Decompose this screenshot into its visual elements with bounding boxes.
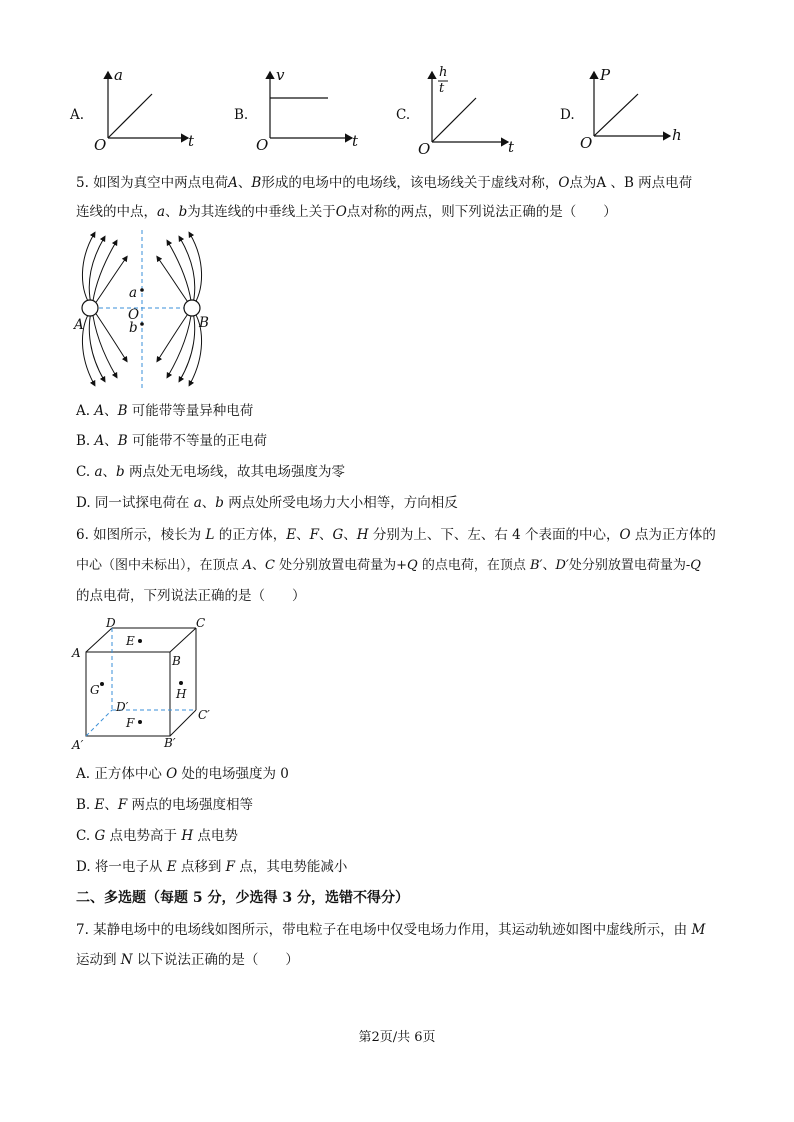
option-label: C. [396, 107, 411, 123]
text: 形成的电场中的电场线，该电场线关于虚线对称， [261, 175, 559, 191]
option-label: D. [560, 107, 575, 123]
var: D′ [555, 558, 569, 573]
text: 点电势高于 [105, 828, 182, 844]
text: A. [76, 403, 95, 419]
var: b [215, 495, 224, 511]
vertex-d1-label: D′ [116, 700, 129, 714]
q7-stem-line2 [76, 951, 299, 969]
var: O [335, 204, 347, 220]
point-b-label: b [129, 320, 138, 336]
y-axis-label: v [276, 66, 285, 84]
x-axis-label: t [352, 132, 359, 150]
var: G [94, 828, 106, 844]
q5-option-a [76, 402, 253, 420]
var: A [228, 175, 238, 191]
var: N [120, 952, 133, 968]
point-o-label: O [128, 307, 140, 323]
vertex-a1-label: A′ [72, 738, 84, 752]
vertex-b1-label: B′ [164, 736, 176, 750]
text: 中心（图中未标出），在顶点 [76, 558, 243, 573]
x-axis-label: h [672, 126, 682, 144]
vertex-d-label: D [106, 616, 116, 630]
var: Q [690, 558, 701, 573]
text: 、 [104, 403, 118, 419]
section-heading-multiple-choice: 二、多选题（每题 5 分，少选得 3 分，选错不得分） [76, 890, 409, 906]
var: E [286, 527, 297, 543]
text: 、 [104, 797, 118, 813]
text: 5. 如图为真空中两点电荷 [76, 175, 229, 191]
q5-option-c [76, 463, 345, 481]
text: 6. 如图所示，棱长为 [76, 527, 206, 543]
vertex-b-label: B [172, 654, 181, 668]
origin-label: O [94, 136, 107, 154]
q6-option-b [76, 796, 253, 814]
var: E [94, 797, 105, 813]
y-axis-denominator: t [439, 81, 445, 96]
text: 、 [252, 558, 266, 573]
q5-field-line-figure [72, 228, 212, 392]
var: a [157, 204, 166, 220]
var: b [178, 204, 188, 220]
text: C. [76, 464, 95, 480]
text: 点，其电势能减小 [235, 859, 348, 875]
var: G [332, 527, 344, 543]
var: L [205, 527, 215, 543]
var: A [94, 403, 105, 419]
text: 的正方体， [214, 527, 287, 543]
q6-option-a [76, 765, 289, 783]
text: 运动到 [76, 952, 121, 968]
origin-label: O [418, 140, 431, 158]
var: Q [407, 558, 418, 573]
text: 两点处所受电场力大小相等，方向相反 [223, 495, 458, 511]
var: F [117, 797, 128, 813]
text: 可能带等量异种电荷 [127, 403, 254, 419]
text: 处的电场强度为 0 [177, 766, 289, 782]
var: b [116, 464, 125, 480]
center-f-label: F [126, 716, 135, 730]
var: A [242, 558, 253, 573]
field-lines-svg [72, 228, 212, 392]
text: 、 [201, 495, 216, 511]
point-a-label: a [129, 285, 138, 301]
y-axis-numerator: h [439, 65, 448, 80]
var: O [619, 527, 631, 543]
q4-graph-b [234, 66, 374, 158]
q6-option-c [76, 827, 238, 845]
q5-option-b [76, 432, 267, 450]
var: O [558, 175, 570, 191]
var: H [181, 828, 194, 844]
graph-c-axes [396, 66, 536, 158]
text: 点电势 [193, 828, 238, 844]
var: a [94, 464, 103, 480]
text: 分别为上、下、左、右 4 个表面的中心， [368, 527, 620, 543]
text: 、 [104, 433, 118, 449]
page-footer: 第2页/共 6页 [358, 1030, 436, 1045]
text: 7. 某静电场中的电场线如图所示，带电粒子在电场中仅受电场力作用，其运动轨迹如图中虚线所示，由 [76, 922, 692, 938]
x-axis-label: t [508, 138, 515, 156]
q4-graph-d [560, 66, 700, 158]
y-axis-label: P [600, 66, 611, 84]
text: D. 将一电子从 [76, 859, 167, 875]
var: B [117, 433, 128, 449]
text: D. 同一试探电荷在 [76, 495, 194, 511]
var: B [117, 403, 128, 419]
text: 处分别放置电荷量为- [568, 558, 691, 573]
text: 点对称的两点，则下列说法正确的是（ ） [346, 204, 617, 220]
var: M [691, 922, 706, 938]
var: F [309, 527, 319, 543]
q6-stem-line2 [76, 557, 701, 575]
charge-b-label: B [199, 315, 209, 331]
var: H [356, 527, 369, 543]
q6-stem-line1 [76, 526, 716, 544]
text: 、 [318, 527, 333, 543]
q5-stem-line1 [76, 174, 692, 192]
text: A. 正方体中心 [76, 766, 167, 782]
center-e-label: E [126, 634, 135, 648]
var: B′ [529, 558, 543, 573]
x-axis-label: t [188, 132, 195, 150]
charge-a-label: A [74, 317, 84, 333]
q7-stem-line1 [76, 921, 705, 939]
q4-graph-a [70, 66, 210, 158]
var: O [166, 766, 178, 782]
vertex-c-label: C [196, 616, 206, 630]
text: 、 [542, 558, 556, 573]
text: 、 [237, 175, 252, 191]
text: 、 [165, 204, 179, 220]
text: 、 [343, 527, 357, 543]
text: 可能带不等量的正电荷 [127, 433, 267, 449]
y-axis-label: a [114, 66, 123, 84]
q6-option-d [76, 858, 347, 876]
vertex-c1-label: C′ [198, 708, 210, 722]
text: 连线的中点， [76, 204, 157, 220]
text: 点为正方体的 [630, 527, 716, 543]
var: B [251, 175, 262, 191]
text: 、 [296, 527, 310, 543]
var: C [265, 558, 275, 573]
var: a [193, 495, 202, 511]
text: 两点的电场强度相等 [127, 797, 254, 813]
text: B. [76, 797, 95, 813]
text: 两点处无电场线，故其电场强度为零 [124, 464, 345, 480]
center-h-label: H [176, 687, 187, 701]
q6-stem-line3: 的点电荷，下列说法正确的是（ ） [76, 588, 306, 604]
text: 以下说法正确的是（ ） [132, 952, 299, 968]
q5-stem-line2 [76, 203, 617, 221]
center-g-label: G [90, 683, 100, 697]
text: 处分别放置电荷量为+ [275, 558, 408, 573]
var: A [94, 433, 105, 449]
q6-cube-figure [68, 614, 218, 754]
q4-graph-c [396, 66, 536, 158]
option-label: B. [234, 107, 249, 123]
q5-option-d [76, 494, 458, 512]
origin-label: O [256, 136, 269, 154]
option-label: A. [70, 107, 85, 123]
text: 为其连线的中垂线上关于 [187, 204, 336, 220]
var: F [225, 859, 236, 875]
vertex-a-label: A [72, 646, 81, 660]
text: C. [76, 828, 95, 844]
text: 的点电荷，在顶点 [417, 558, 530, 573]
text: B. [76, 433, 95, 449]
text: 、 [102, 464, 116, 480]
origin-label: O [580, 134, 593, 152]
var: E [166, 859, 177, 875]
text: 点移到 [176, 859, 226, 875]
text: 点为A 、B 两点电荷 [569, 175, 693, 191]
